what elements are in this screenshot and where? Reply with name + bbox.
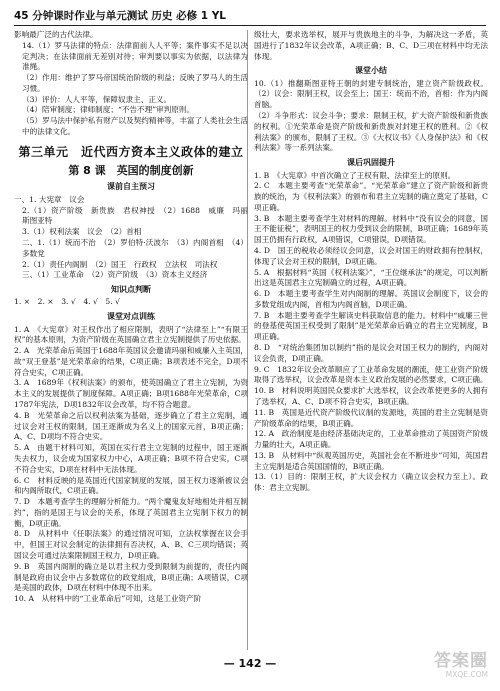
consolidate-item: 1. B 《大宪章》中首次确立了王权有限、法律至上的原则。 bbox=[254, 170, 456, 180]
class-answer-item: 2. A 光荣革命后英国于1688年英国议会邀请玛丽和威廉入主英国，故“双王登基”是光荣革命的结果，C项正确；B项表述不完全，D项不符合史实，C项正确。 bbox=[14, 346, 248, 377]
class-answer-item: 9. B 英国内阁制的确立是以君主权力受到限制为前提的，责任内阁制是政府由议会中占多数席位的政党组成，B项正确；A项错误，C项是美国的政体，D项在材料中体现不出来。 bbox=[14, 561, 248, 593]
consolidate-item: 10. B 材料说明英国民众要求扩大选举权，议会改革使更多的人拥有了选举权，A、C、D项不符合史实，B项正确。 bbox=[254, 386, 488, 406]
answer-line: 14.（1）罗马法律的特点：法律面前人人平等；案件事实不足以决定判决；在法律面前无差别对待；审判要以事实为依据，以法律为准绳。 bbox=[22, 40, 248, 72]
consolidate-item: 11. B 英国是近代资产阶级代议制的发源地，英国的君主立宪制是资产阶级革命的结果，B项正确。 bbox=[254, 407, 488, 428]
answer-line: （5）罗马法中保护私有财产以及契约精神等，丰富了人类社会生活中的法律文化。 bbox=[22, 116, 248, 137]
prestudy-line: 3.（1）权利法案 议会 （2）首相 bbox=[22, 227, 142, 237]
class-answer-item: 3. A 1689年《权利法案》的颁布，使英国确立了君主立宪制，为资本主义的发展提供了制度保障。A项正确；B项1688年光荣革命，C项1787年宪法，D项1832年议会改革，均不符合题意。 bbox=[14, 378, 248, 410]
left-column bbox=[14, 30, 256, 605]
consolidate-item: 4. D 国王的税收必须经议会同意，议会对国王的财政拥有控制权，体现了议会对王权的限制，D项正确。 bbox=[254, 246, 488, 266]
right-top-block bbox=[254, 30, 488, 62]
left-top-block bbox=[14, 30, 248, 138]
answer-line: （2）作用：维护了罗马帝国统治阶级的利益；反映了罗马人的生活习惯。 bbox=[22, 73, 248, 93]
consolidate-block bbox=[254, 171, 488, 494]
class-answer-item: 7. D 本题考查学生的理解分析能力。“两个魔鬼友好地相处并相互制约”，指的是国王与议会的关系，体现了英国君主立宪制下权力的制衡，D项正确。 bbox=[14, 497, 248, 528]
watermark-logo bbox=[378, 652, 488, 686]
section-prestudy: 课前自主预习 bbox=[107, 182, 155, 192]
consolidate-item: 6. D 本题主要考查学生对内阁制的理解。英国议会制度下，议会的多数党组成内阁，首相为内阁首脑，D项正确。 bbox=[254, 289, 488, 309]
consolidate-item: 13. B 从材料中“纵观英国历史，英国社会在不断进步”可知，英国君主立宪制是适合英国国情的，B项正确。 bbox=[254, 450, 488, 471]
answer-line: （4）陪审制度；律师制度；“不告不理”审判原则。 bbox=[22, 105, 195, 115]
prestudy-line: 一、1. 大宪章 议会 bbox=[14, 194, 85, 204]
answer-line: 影响最广泛的古代法律。 bbox=[14, 30, 98, 39]
class-answer-item: 5. A 由题干材料可知，英国在实行君主立宪制的过程中，国王逐渐失去权力，议会成为国家权力中心，A项正确；B项不符合史实，C项不符合史实，D项在材料中无法体现。 bbox=[14, 443, 248, 474]
summary-item: （2）斗争形式：议会斗争；要求：限制王权，扩大资产阶级和新贵族的权利。①光荣革命是资产阶级和新贵族对封建王权的胜利。②《权利法案》的颁布，限制了王权。③《大权议书》《人身保护法》和《权利法案》等一系列法案。 bbox=[254, 111, 488, 153]
judge-line: 1. × 2. × 3. √ 4. √ 5. √ bbox=[14, 297, 120, 307]
header-rule bbox=[14, 25, 486, 26]
consolidate-item: 9. C 1832年议会改革顺应了工业革命发展的潮流，使工业资产阶级取得了选举权，议会改革是资本主义政治发展的必然要求，C项正确。 bbox=[254, 364, 488, 385]
answer-line: （3）评价：人人平等，保障奴隶主、正义。 bbox=[22, 94, 172, 104]
consolidate-item: 8. D “对统治集团加以制约”指的是议会对国王权力的制约，内阁对议会负责，D项正确。 bbox=[254, 343, 488, 363]
prestudy-line: 2.（1）资产阶级 新贵族 君权神授 （2）1688 威廉 玛丽 斯图亚特 bbox=[22, 205, 256, 226]
consolidate-item: 2. C 本题主要考查“光荣革命”。“光荣革命”建立了资产阶级和新贵族的统治，为《权利法案》的颁布和君主立宪制的确立奠定了基础，C项正确。 bbox=[254, 181, 488, 212]
running-header: 45 分钟课时作业与单元测试 历史 必修 1 YL bbox=[14, 10, 226, 22]
class-answer-item: 4. B 光荣革命之后以权利法案为基础，逐步确立了君主立宪制，通过议会对王权的限制，国王逐渐成为名义上的国家元首，B项正确；A、C、D项均不符合史实。 bbox=[14, 410, 248, 442]
class-answer-item: 1. A 《大宪章》对王权作出了相应限制，表明了“法律至上”“有限王权”的基本原则，为资产阶级在英国确立君主立宪制提供了历史依据。 bbox=[14, 324, 248, 345]
section-judge: 知识点判断 bbox=[111, 285, 151, 295]
summary-item: 10.（1）推翻斯图亚特王朝的封建专制统治，建立资产阶级政权。（2）议会：限制王权，议会至上；国王：统而不治，首相：作为内阁首脑。 bbox=[254, 78, 488, 110]
class-training-block bbox=[14, 325, 248, 605]
section-class: 课堂对点训练 bbox=[107, 312, 155, 322]
consolidate-item: 12. A 政治制度是由经济基础决定的，工业革命推动了英国资产阶级力量的壮大，A项正确。 bbox=[254, 429, 488, 450]
prestudy-line: 2.（1）责任内阁制 （2）国王 行政权 立法权 司法权 bbox=[22, 259, 218, 269]
section-consolidate: 课后巩固提升 bbox=[347, 158, 395, 168]
prestudy-block bbox=[14, 194, 256, 281]
unit-title: 第三单元 近代西方资本主义政体的建立 bbox=[18, 144, 244, 159]
consolidate-item: 3. B 本题主要考查学生对材料的理解。材料中“没有议会的同意，国王不能征税”，表明国王的权力受到议会的限制，B项正确；1689年英国王仍拥有行政权，A项错误，C项错误，D项错误。 bbox=[254, 213, 488, 245]
watermark-text: 答案圈 bbox=[434, 651, 488, 671]
lesson-title: 第 8 课 英国的制度创新 bbox=[68, 163, 194, 177]
right-column bbox=[254, 30, 488, 494]
class-answer-item: 8. D 从材料中《任职法案》的通过情况可知，立法权掌握在议会手中，但国王对议会制定的法律拥有否决权，A、B、C三项均错误；英国议会可通过法案限制国王权力，D项正确。 bbox=[14, 529, 248, 560]
consolidate-item: 13.（1）目的：限制王权，扩大议会权力（确立议会权力至上）。政体：君主立宪制。 bbox=[254, 472, 488, 493]
prestudy-line: 三、（1）工业革命 （2）资产阶级 （3）资本主义经济 bbox=[22, 270, 208, 280]
watermark-url: MXQE.COM bbox=[445, 670, 488, 679]
page-number: — 142 — bbox=[223, 657, 277, 670]
class-answer-item: 6. C 材料反映的是英国近代国家制度的发展，国王权力逐渐被议会和内阁所取代，C项正确。 bbox=[14, 475, 248, 496]
prestudy-line: 二、1.（1）统而不治 （2）罗伯特·沃波尔 （3）内阁首相 （4）多数党 bbox=[22, 237, 248, 258]
section-summary: 课堂小结 bbox=[355, 66, 387, 76]
consolidate-item: 5. A 根据材料“英国《权利法案》”，“王位继承法”的规定，可以判断出这是英国君主立宪制确立的过程，A项正确。 bbox=[254, 267, 488, 288]
class-answer-item: 10. A 从材料中的“工业革命后”可知，这是工业资产阶 bbox=[14, 594, 202, 604]
summary-block bbox=[254, 79, 488, 154]
answer-line: 级壮大，要求选举权，展开与贵族地主的斗争，为解决这一矛盾，英国进行了1832年议会改革，A项正确；B、C、D三项在材料中均无法体现。 bbox=[254, 30, 488, 61]
consolidate-item: 7. B 本题主要考查学生解读史料获取信息的能力。材料中“威廉三世的登基使英国王权受到了限制”是光荣革命后确立的君主立宪制度，B项正确。 bbox=[254, 310, 488, 342]
